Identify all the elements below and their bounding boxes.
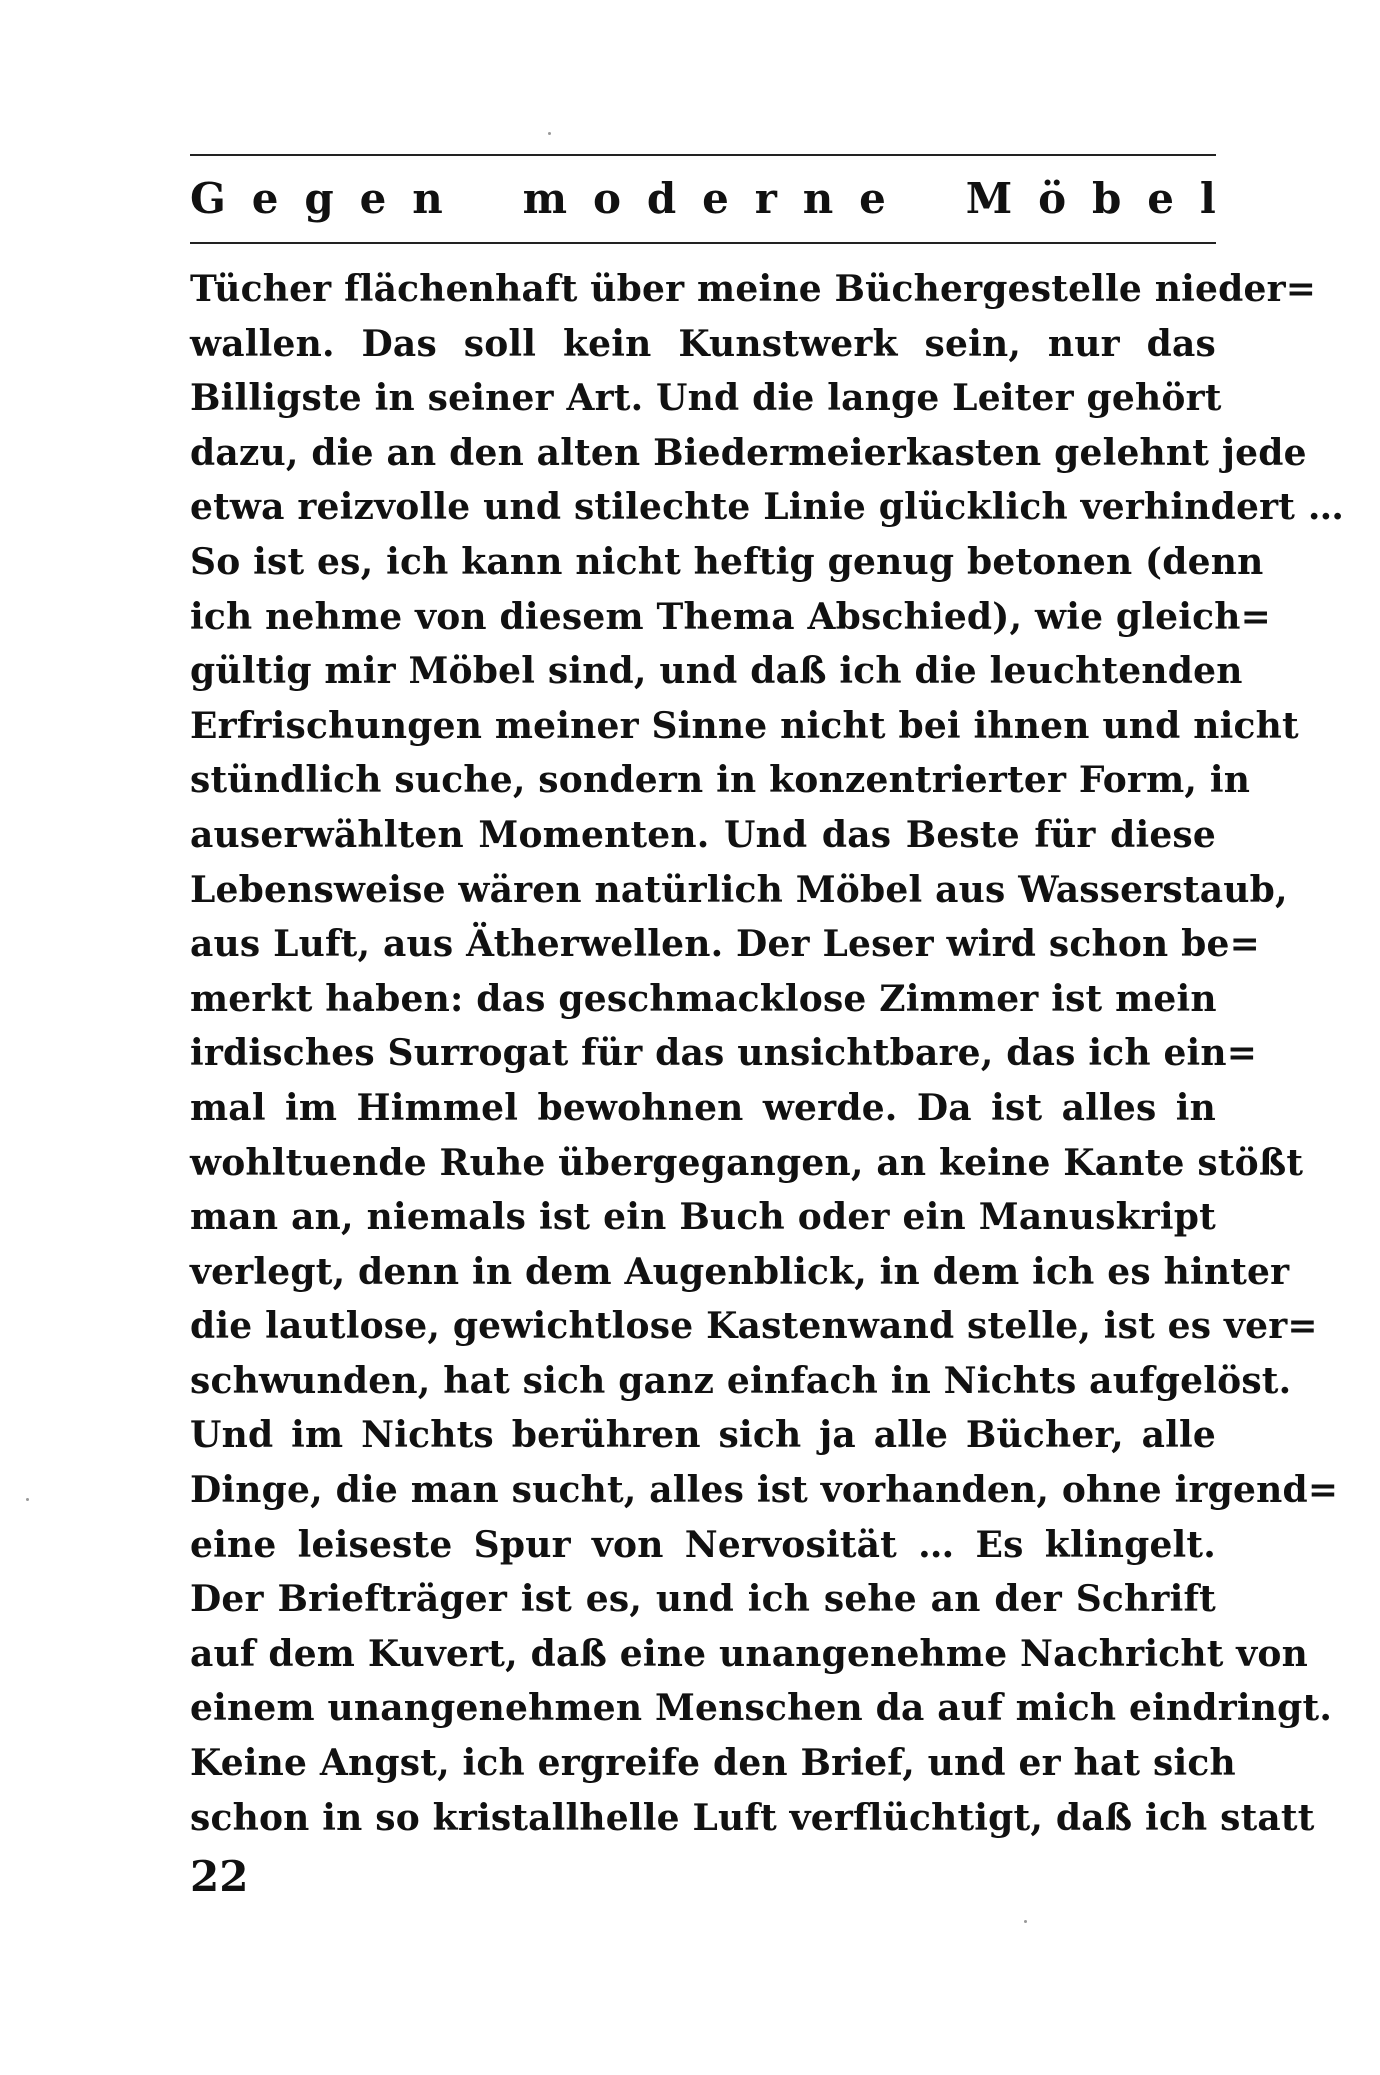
running-head-letter: m [522, 173, 568, 223]
text-line: die lautlose, gewichtlose Kastenwand stelle, ist es ver= [190, 1305, 1318, 1348]
text-line: stündlich suche, sondern in konzentrierter Form, in [190, 759, 1251, 802]
text-line: ich nehme von diesem Thema Abschied), wie gleich= [190, 595, 1271, 638]
text-line: So ist es, ich kann nicht heftig genug betonen (denn [190, 540, 1264, 583]
text-line: schon in so kristallhelle Luft verflüchtigt, daß ich statt [190, 1796, 1315, 1839]
text-line: aus Luft, aus Ätherwellen. Der Leser wird schon be= [190, 923, 1261, 966]
text-line: verlegt, denn in dem Augenblick, in dem ich es hinter [190, 1250, 1290, 1293]
text-line: mal im Himmel bewohnen werde. Da ist alles in [190, 1086, 1216, 1129]
running-head-letter: b [1092, 173, 1122, 223]
text-line: Lebensweise wären natürlich Möbel aus Wasserstaub, [190, 868, 1288, 911]
running-head-letter: d [646, 173, 677, 223]
running-head-letter: e [251, 173, 279, 223]
text-line: merkt haben: das geschmacklose Zimmer ist mein [190, 977, 1217, 1020]
paper-speck [1024, 1920, 1027, 1923]
text-line: Der Briefträger ist es, und ich sehe an der Schrift [190, 1578, 1216, 1621]
paper-speck [548, 132, 551, 135]
text-line: irdisches Surrogat für das unsichtbare, das ich ein= [190, 1032, 1258, 1075]
text-line: wohltuende Ruhe übergegangen, an keine Kante stößt [190, 1141, 1304, 1184]
text-line: einem unangenehmen Menschen da auf mich eindringt. [190, 1687, 1333, 1730]
running-head-letter: r [754, 173, 777, 223]
text-line: man an, niemals ist ein Buch oder ein Manuskript [190, 1196, 1216, 1239]
running-head-letter: G [190, 173, 226, 223]
text-line: wallen. Das soll kein Kunstwerk sein, nur das [190, 322, 1216, 365]
page-number: 22 [190, 1852, 249, 1901]
body-text [190, 262, 1345, 1845]
running-head-letter: n [802, 173, 834, 223]
running-head-letter: e [702, 173, 729, 223]
text-line: Dinge, die man sucht, alles ist vorhanden, ohne irgend= [190, 1469, 1339, 1512]
text-line: schwunden, hat sich ganz einfach in Nichts aufgelöst. [190, 1359, 1292, 1402]
text-line: Keine Angst, ich ergreife den Brief, und er hat sich [190, 1742, 1236, 1785]
running-head-letter: o [592, 173, 621, 223]
running-head [190, 166, 1216, 230]
text-line: auf dem Kuvert, daß eine unangenehme Nachricht von [190, 1632, 1308, 1675]
text-line: gültig mir Möbel sind, und daß ich die leuchtenden [190, 650, 1243, 693]
text-line: Billigste in seiner Art. Und die lange Leiter gehört [190, 377, 1222, 420]
text-line: auserwählten Momenten. Und das Beste für diese [190, 813, 1216, 856]
running-head-letter: ö [1038, 173, 1067, 223]
running-head-letter: n [412, 173, 443, 223]
text-line: dazu, die an den alten Biedermeierkasten gelehnt jede [190, 431, 1307, 474]
text-line: Erfrischungen meiner Sinne nicht bei ihnen und nicht [190, 704, 1299, 747]
header-rule-bottom [190, 242, 1216, 244]
text-line: etwa reizvolle und stilechte Linie glücklich verhindert … [190, 486, 1345, 529]
running-head-letter: M [965, 173, 1013, 223]
running-head-letter: g [304, 173, 334, 223]
running-head-letter: e [859, 173, 886, 223]
header-rule-top [190, 154, 1216, 156]
text-line: Und im Nichts berühren sich ja alle Bücher, alle [190, 1414, 1216, 1457]
text-line: Tücher flächenhaft über meine Büchergestelle nieder= [190, 268, 1317, 310]
running-head-letter: e [1147, 173, 1175, 223]
running-head-letter: l [1199, 173, 1216, 223]
text-line: eine leiseste Spur von Nervosität … Es klingelt. [190, 1523, 1216, 1566]
paper-speck [26, 1498, 29, 1501]
running-head-letter: e [359, 173, 387, 223]
